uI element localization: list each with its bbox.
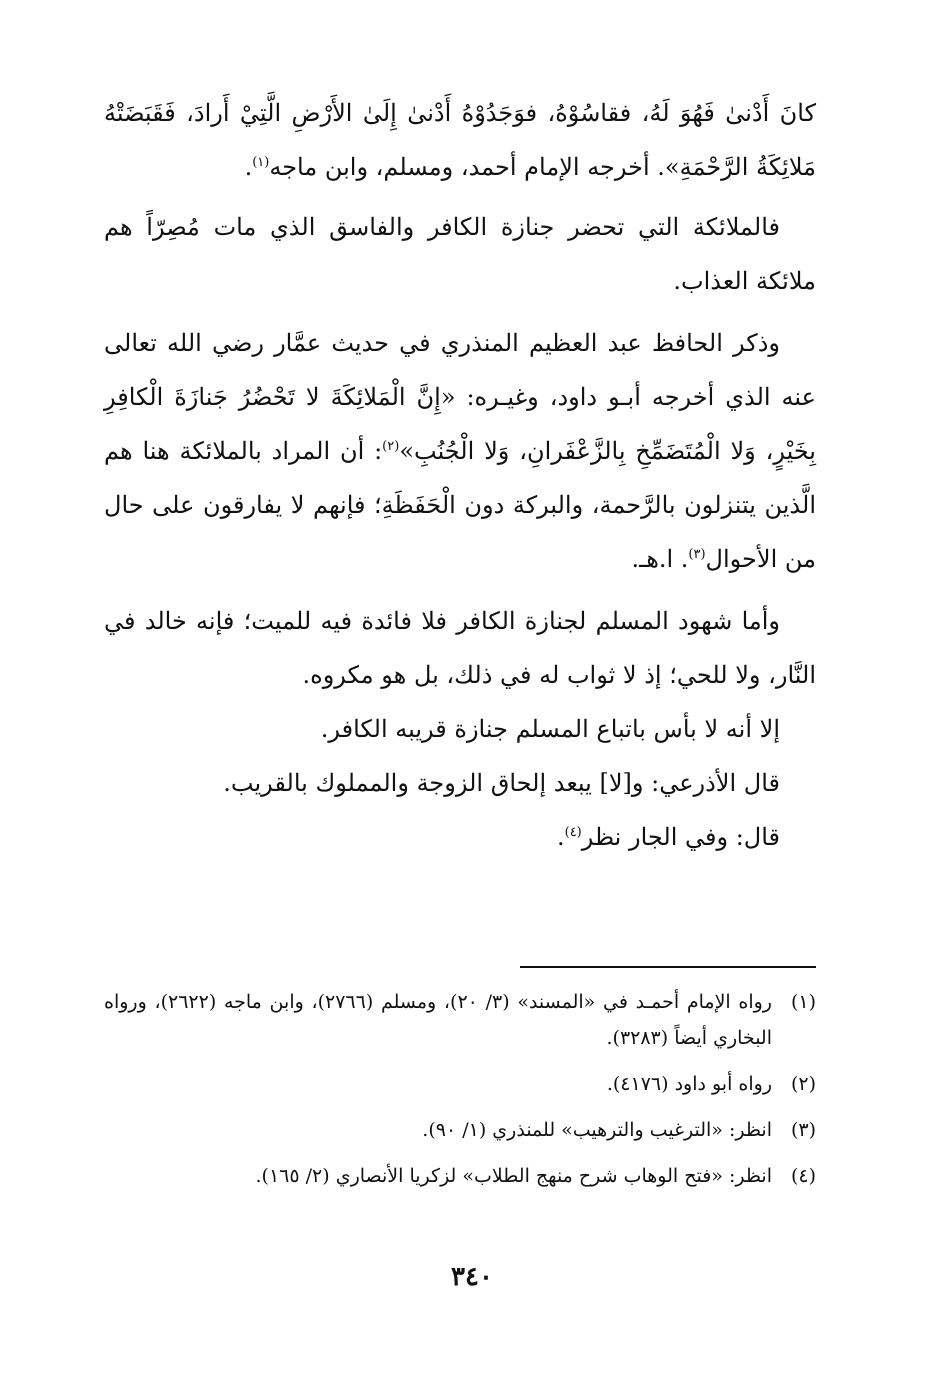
- paragraph-3-text-a: وذكر الحافظ عبد العظيم المنذري في حديث عمَّار رضي الله تعالى عنه الذي أخرجه أبـو داود، وغيـره: «إِنَّ الْمَلائِكَةَ لا تَحْضُرُ جَنازَةَ الْكافِرِ بِخَيْرٍ، وَلا الْمُتَضَمِّخِ بِالزَّعْفَرانِ، وَلا الْجُنُبِ»: [104, 329, 816, 465]
- footnote-ref-1[interactable]: (١): [252, 155, 270, 170]
- footnote-text: رواه الإمام أحمـد في «المسند» (٣/ ٢٠)، ومسلم (٢٧٦٦)، وابن ماجه (٢٦٢٢)، ورواه البخاري أيضاً (٣٢٨٣).: [104, 991, 772, 1049]
- footnote-ref-2[interactable]: (٢): [382, 439, 400, 454]
- paragraph-1-text: كانَ أَدْنىٰ فَهُوَ لَهُ، فقاسُوْهُ، فوَجَدُوْهُ أَدْنىٰ إِلَىٰ الأَرْضِ الَّتِيْ أَرادَ، فَقَبَضَتْهُ مَلائِكَةُ الرَّحْمَةِ». أخرجه الإمام أحمد، ومسلم، وابن ماجه: [104, 99, 816, 181]
- footnote-text: انظر: «الترغيب والترهيب» للمنذري (١/ ٩٠).: [422, 1119, 772, 1141]
- footnote-text: انظر: «فتح الوهاب شرح منهج الطلاب» لزكريا الأنصاري (٢/ ١٦٥).: [255, 1165, 772, 1187]
- paragraph-3-text-b: : أن المراد بالملائكة هنا هم الَّذين يتنزلون بالرَّحمة، والبركة دون الْحَفَظَةِ؛ فإنهم لا يفارقون على حال من الأحوال: [104, 437, 816, 573]
- paragraph-7-text: قال: وفي الجار نظر: [581, 823, 780, 851]
- paragraph-7: [104, 810, 816, 864]
- paragraph-3-text-c: . ا.هـ.: [631, 545, 689, 573]
- footnote-4: [104, 1158, 816, 1194]
- paragraph-7-end: .: [556, 823, 565, 851]
- footnote-3: [104, 1112, 816, 1148]
- paragraph-3: [104, 316, 816, 586]
- footnotes: [104, 984, 816, 1204]
- paragraph-5: إلا أنه لا بأس باتباع المسلم جنازة قريبه الكافر.: [320, 715, 780, 743]
- main-text: [104, 86, 816, 864]
- paragraph-4: وأما شهود المسلم لجنازة الكافر فلا فائدة فيه للميت؛ فإنه خالد في النَّار، ولا للحي؛ إذ لا ثواب له في ذلك، بل هو مكروه.: [104, 607, 816, 689]
- paragraph-1-end: .: [244, 153, 253, 181]
- footnote-separator: [520, 966, 816, 968]
- footnote-number: (٣): [790, 1119, 816, 1141]
- footnote-ref-3[interactable]: (٣): [688, 547, 706, 562]
- footnote-ref-4[interactable]: (٤): [564, 825, 582, 840]
- footnote-number: (٢): [790, 1073, 816, 1095]
- footnote-1: [104, 984, 816, 1056]
- page-number: ٣٤٠: [451, 1262, 493, 1292]
- footnote-2: [104, 1066, 816, 1102]
- footnote-number: (١): [790, 991, 816, 1013]
- footnote-text: رواه أبو داود (٤١٧٦).: [606, 1073, 772, 1095]
- footnote-number: (٤): [790, 1165, 816, 1187]
- paragraph-2: فالملائكة التي تحضر جنازة الكافر والفاسق الذي مات مُصِرّاً هم ملائكة العذاب.: [104, 213, 816, 295]
- paragraph-1: [104, 86, 816, 194]
- paragraph-6: قال الأذرعي: و[لا] يبعد إلحاق الزوجة والمملوك بالقريب.: [223, 769, 780, 797]
